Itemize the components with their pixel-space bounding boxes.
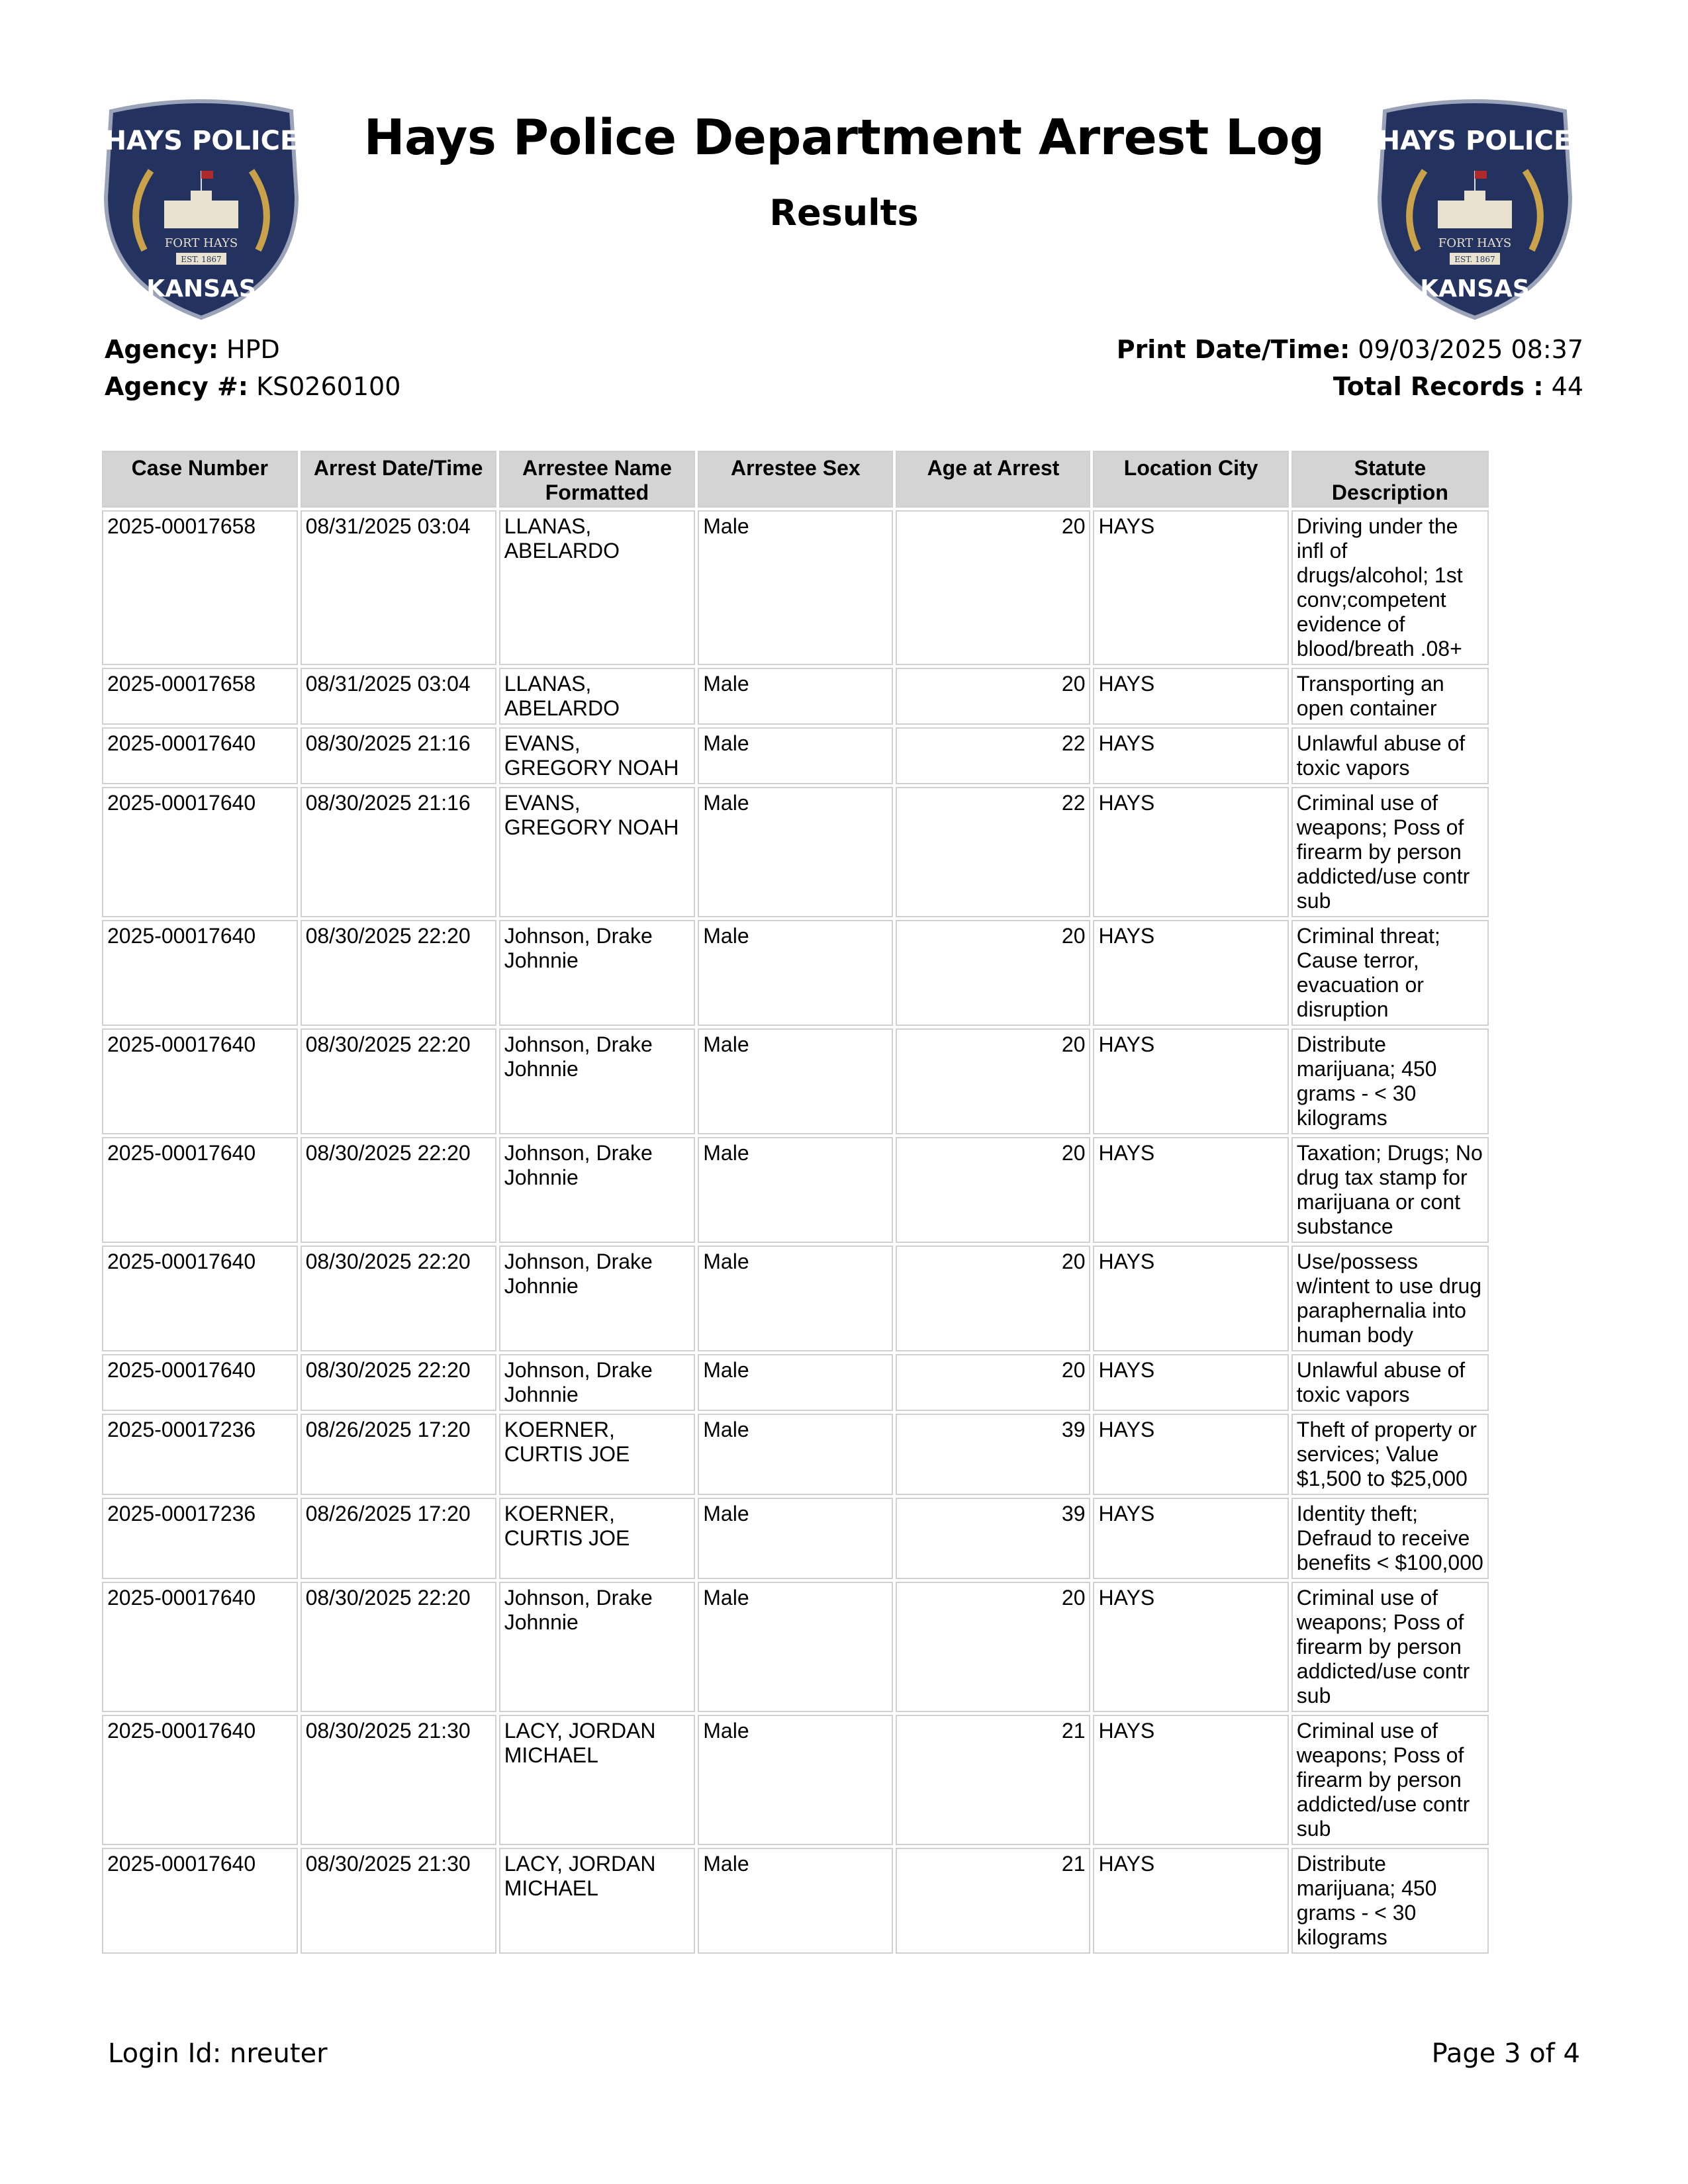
- arrest-datetime-cell: 08/30/2025 22:20: [301, 1137, 496, 1243]
- case-number-cell: 2025-00017236: [102, 1414, 298, 1495]
- location-city-cell: HAYS: [1093, 668, 1288, 725]
- arrest-datetime-cell: 08/30/2025 22:20: [301, 1246, 496, 1351]
- age-cell: 21: [896, 1715, 1090, 1845]
- arrest-datetime-cell: 08/30/2025 21:16: [301, 787, 496, 917]
- age-cell: 20: [896, 1354, 1090, 1411]
- column-header-arrestee-name: Arrestee Name Formatted: [499, 451, 696, 508]
- age-cell: 39: [896, 1414, 1090, 1495]
- arrestee-name-cell: Johnson, Drake Johnnie: [499, 1582, 696, 1712]
- case-number-cell: 2025-00017640: [102, 727, 298, 784]
- arrestee-name-cell: LLANAS, ABELARDO: [499, 668, 696, 725]
- arrestee-sex-cell: Male: [698, 1246, 893, 1351]
- column-header-statute-description: Statute Description: [1291, 451, 1489, 508]
- table-header-row: [102, 451, 1489, 508]
- total-records-value: 44: [1551, 372, 1583, 401]
- arrest-datetime-cell: 08/26/2025 17:20: [301, 1498, 496, 1579]
- statute-description-cell: Criminal use of weapons; Poss of firearm by person addicted/use contr sub: [1291, 1715, 1489, 1845]
- arrestee-name-cell: LACY, JORDAN MICHAEL: [499, 1715, 696, 1845]
- badge-top-text: HAYS POLICE: [104, 126, 299, 156]
- table-row: [102, 1414, 1489, 1495]
- case-number-cell: 2025-00017236: [102, 1498, 298, 1579]
- badge-bottom-text: KANSAS: [146, 275, 256, 302]
- age-cell: 20: [896, 668, 1090, 725]
- statute-description-cell: Identity theft; Defraud to receive benefits < $100,000: [1291, 1498, 1489, 1579]
- arrest-datetime-cell: 08/30/2025 21:30: [301, 1715, 496, 1845]
- arrest-datetime-cell: 08/30/2025 21:30: [301, 1848, 496, 1954]
- table-row: [102, 727, 1489, 784]
- table-row: [102, 1715, 1489, 1845]
- location-city-cell: HAYS: [1093, 1137, 1288, 1243]
- age-cell: 20: [896, 1137, 1090, 1243]
- arrestee-name-cell: EVANS, GREGORY NOAH: [499, 727, 696, 784]
- arrest-datetime-cell: 08/30/2025 21:16: [301, 727, 496, 784]
- login-id: Login Id: nreuter: [108, 2038, 328, 2069]
- table-row: [102, 1028, 1489, 1134]
- case-number-cell: 2025-00017640: [102, 1848, 298, 1954]
- table-row: [102, 920, 1489, 1026]
- arrestee-sex-cell: Male: [698, 787, 893, 917]
- location-city-cell: HAYS: [1093, 1848, 1288, 1954]
- badge-est-text: EST. 1867: [1454, 255, 1495, 264]
- case-number-cell: 2025-00017640: [102, 1028, 298, 1134]
- arrest-datetime-cell: 08/26/2025 17:20: [301, 1414, 496, 1495]
- location-city-cell: HAYS: [1093, 727, 1288, 784]
- arrestee-sex-cell: Male: [698, 1848, 893, 1954]
- arrestee-name-cell: LLANAS, ABELARDO: [499, 510, 696, 665]
- table-row: [102, 668, 1489, 725]
- print-info: [1117, 331, 1583, 405]
- location-city-cell: HAYS: [1093, 510, 1288, 665]
- table-body: [102, 510, 1489, 1954]
- arrest-datetime-cell: 08/30/2025 22:20: [301, 1028, 496, 1134]
- location-city-cell: HAYS: [1093, 1354, 1288, 1411]
- age-cell: 22: [896, 727, 1090, 784]
- table-row: [102, 510, 1489, 665]
- arrestee-sex-cell: Male: [698, 1414, 893, 1495]
- arrestee-name-cell: Johnson, Drake Johnnie: [499, 920, 696, 1026]
- age-cell: 20: [896, 510, 1090, 665]
- table-row: [102, 1354, 1489, 1411]
- age-cell: 22: [896, 787, 1090, 917]
- arrestee-sex-cell: Male: [698, 1582, 893, 1712]
- column-header-location-city: Location City: [1093, 451, 1288, 508]
- arrestee-name-cell: Johnson, Drake Johnnie: [499, 1246, 696, 1351]
- statute-description-cell: Distribute marijuana; 450 grams - < 30 kilograms: [1291, 1028, 1489, 1134]
- agency-info: [105, 331, 400, 405]
- column-header-case-number: Case Number: [102, 451, 298, 508]
- badge-middle-text: FORT HAYS: [164, 236, 238, 250]
- arrest-datetime-cell: 08/30/2025 22:20: [301, 1582, 496, 1712]
- column-header-arrestee-sex: Arrestee Sex: [698, 451, 893, 508]
- page-subtitle: Results: [769, 192, 919, 234]
- column-header-age-at-arrest: Age at Arrest: [896, 451, 1090, 508]
- age-cell: 21: [896, 1848, 1090, 1954]
- badge-top-text: HAYS POLICE: [1378, 126, 1572, 156]
- column-header-arrest-datetime: Arrest Date/Time: [301, 451, 496, 508]
- arrestee-sex-cell: Male: [698, 668, 893, 725]
- statute-description-cell: Unlawful abuse of toxic vapors: [1291, 727, 1489, 784]
- age-cell: 20: [896, 1246, 1090, 1351]
- agency-number-label: Agency #:: [105, 372, 248, 401]
- case-number-cell: 2025-00017640: [102, 1582, 298, 1712]
- agency-value: HPD: [226, 335, 280, 364]
- arrestee-name-cell: LACY, JORDAN MICHAEL: [499, 1848, 696, 1954]
- case-number-cell: 2025-00017658: [102, 668, 298, 725]
- location-city-cell: HAYS: [1093, 787, 1288, 917]
- location-city-cell: HAYS: [1093, 1246, 1288, 1351]
- page-number: Page 3 of 4: [1431, 2038, 1580, 2069]
- arrestee-sex-cell: Male: [698, 510, 893, 665]
- agency-label: Agency:: [105, 335, 218, 364]
- location-city-cell: HAYS: [1093, 1414, 1288, 1495]
- statute-description-cell: Transporting an open container: [1291, 668, 1489, 725]
- print-datetime-label: Print Date/Time:: [1116, 335, 1350, 364]
- location-city-cell: HAYS: [1093, 920, 1288, 1026]
- case-number-cell: 2025-00017640: [102, 1137, 298, 1243]
- case-number-cell: 2025-00017640: [102, 1354, 298, 1411]
- statute-description-cell: Taxation; Drugs; No drug tax stamp for marijuana or cont substance: [1291, 1137, 1489, 1243]
- arrestee-sex-cell: Male: [698, 1715, 893, 1845]
- statute-description-cell: Criminal threat; Cause terror, evacuation or disruption: [1291, 920, 1489, 1026]
- table-row: [102, 1848, 1489, 1954]
- arrestee-sex-cell: Male: [698, 1137, 893, 1243]
- case-number-cell: 2025-00017640: [102, 1246, 298, 1351]
- statute-description-cell: Driving under the infl of drugs/alcohol; 1st conv;competent evidence of blood/breath .08+: [1291, 510, 1489, 665]
- agency-number-value: KS0260100: [256, 372, 401, 401]
- arrest-datetime-cell: 08/30/2025 22:20: [301, 920, 496, 1026]
- arrestee-name-cell: Johnson, Drake Johnnie: [499, 1028, 696, 1134]
- table-row: [102, 1246, 1489, 1351]
- statute-description-cell: Criminal use of weapons; Poss of firearm by person addicted/use contr sub: [1291, 787, 1489, 917]
- statute-description-cell: Use/possess w/intent to use drug paraphernalia into human body: [1291, 1246, 1489, 1351]
- arrest-datetime-cell: 08/30/2025 22:20: [301, 1354, 496, 1411]
- badge-bottom-text: KANSAS: [1420, 275, 1530, 302]
- arrestee-name-cell: Johnson, Drake Johnnie: [499, 1354, 696, 1411]
- statute-description-cell: Unlawful abuse of toxic vapors: [1291, 1354, 1489, 1411]
- arrestee-name-cell: Johnson, Drake Johnnie: [499, 1137, 696, 1243]
- table-row: [102, 787, 1489, 917]
- arrestee-sex-cell: Male: [698, 727, 893, 784]
- age-cell: 20: [896, 1582, 1090, 1712]
- case-number-cell: 2025-00017640: [102, 787, 298, 917]
- case-number-cell: 2025-00017658: [102, 510, 298, 665]
- age-cell: 39: [896, 1498, 1090, 1579]
- table-row: [102, 1498, 1489, 1579]
- arrestee-sex-cell: Male: [698, 1028, 893, 1134]
- statute-description-cell: Distribute marijuana; 450 grams - < 30 kilograms: [1291, 1848, 1489, 1954]
- print-datetime-value: 09/03/2025 08:37: [1358, 335, 1583, 364]
- badge-est-text: EST. 1867: [181, 255, 222, 264]
- arrest-datetime-cell: 08/31/2025 03:04: [301, 668, 496, 725]
- total-records-label: Total Records :: [1333, 372, 1544, 401]
- table-row: [102, 1137, 1489, 1243]
- location-city-cell: HAYS: [1093, 1715, 1288, 1845]
- location-city-cell: HAYS: [1093, 1028, 1288, 1134]
- age-cell: 20: [896, 920, 1090, 1026]
- arrestee-name-cell: KOERNER, CURTIS JOE: [499, 1414, 696, 1495]
- case-number-cell: 2025-00017640: [102, 1715, 298, 1845]
- location-city-cell: HAYS: [1093, 1582, 1288, 1712]
- location-city-cell: HAYS: [1093, 1498, 1288, 1579]
- arrestee-name-cell: KOERNER, CURTIS JOE: [499, 1498, 696, 1579]
- arrestee-sex-cell: Male: [698, 920, 893, 1026]
- arrest-log-table: [99, 448, 1491, 1956]
- arrestee-sex-cell: Male: [698, 1354, 893, 1411]
- arrest-datetime-cell: 08/31/2025 03:04: [301, 510, 496, 665]
- page-title: Hays Police Department Arrest Log: [363, 109, 1325, 166]
- arrestee-name-cell: EVANS, GREGORY NOAH: [499, 787, 696, 917]
- statute-description-cell: Criminal use of weapons; Poss of firearm by person addicted/use contr sub: [1291, 1582, 1489, 1712]
- statute-description-cell: Theft of property or services; Value $1,500 to $25,000: [1291, 1414, 1489, 1495]
- badge-middle-text: FORT HAYS: [1438, 236, 1512, 250]
- arrestee-sex-cell: Male: [698, 1498, 893, 1579]
- table-row: [102, 1582, 1489, 1712]
- age-cell: 20: [896, 1028, 1090, 1134]
- case-number-cell: 2025-00017640: [102, 920, 298, 1026]
